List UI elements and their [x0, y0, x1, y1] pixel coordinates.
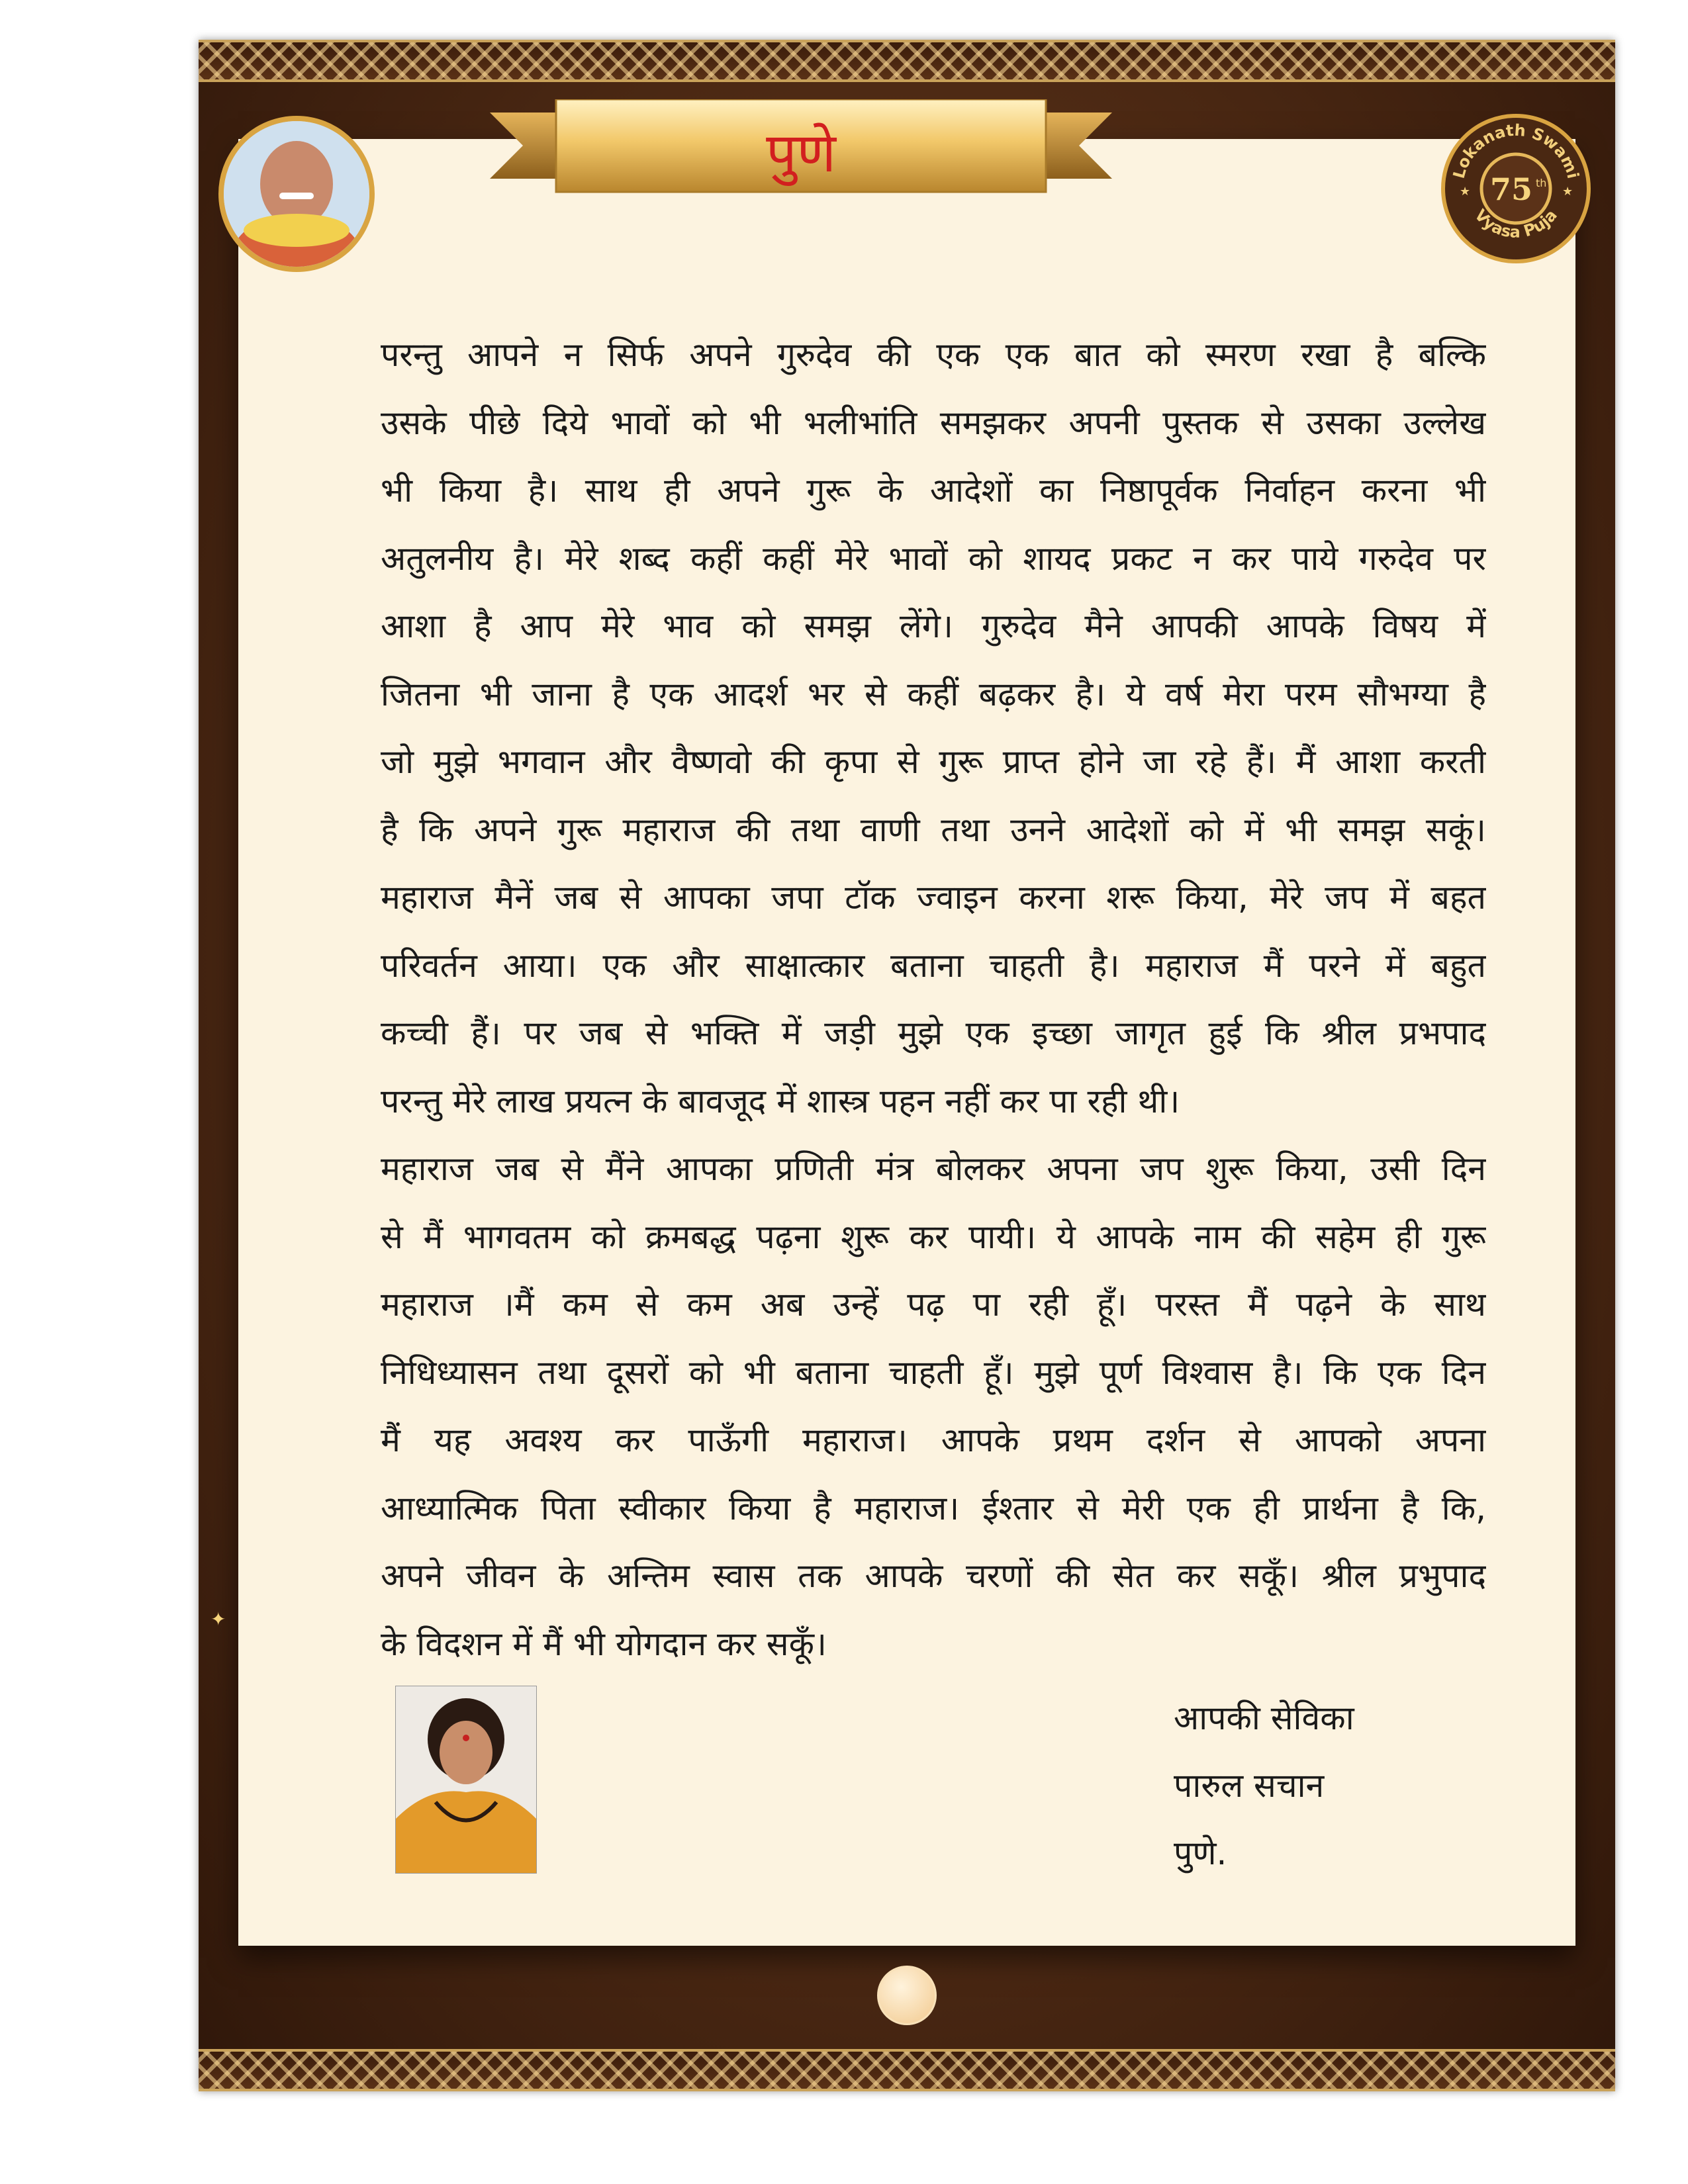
body-line: अतुलनीय है। मेरे शब्द कहीं कहीं मेरे भावों को शायद प्रकट न कर पाये गरुदेव पर [381, 539, 1486, 578]
body-line: अपने जीवन के अन्तिम स्वास तक आपके चरणों की सेत कर सकूँ। श्रील प्रभुपाद [381, 1557, 1486, 1595]
body-line: जो मुझे भगवान और वैष्णवो की कृपा से गुरू प्राप्त होने जा रहे हैं। मैं आशा करती [381, 743, 1486, 781]
page-indicator-dot [877, 1966, 937, 2025]
seal-number: 75 [1489, 171, 1533, 207]
guru-avatar [218, 116, 375, 272]
page-title: पुणे [766, 122, 836, 185]
body-line: परन्तु मेरे लाख प्रयत्न के बावजूद में शास्त्र पहन नहीं कर पा रही थी। [381, 1081, 1180, 1120]
body-line: मैं यह अवश्य कर पाऊँगी महाराज। आपके प्रथम दर्शन से आपको अपना [381, 1421, 1486, 1459]
body-line: के विदशन में मैं भी योगदान कर सकूँ। [381, 1624, 827, 1663]
body-line: परिवर्तन आया। एक और साक्षात्कार बताना चाहती है। महाराज मैं परने में बहुत [381, 946, 1486, 985]
signature-name: पारुल सचान [1174, 1766, 1325, 1805]
body-line: आध्यात्मिक पिता स्वीकार किया है महाराज। ईश्तार से मेरी एक ही प्रार्थना है कि, [381, 1488, 1486, 1527]
seal-arc-bottom: Vyasa Puja [1471, 206, 1561, 242]
body-line: निधिध्यासन तथा दूसरों को भी बताना चाहती हूँ। मुझे पूर्ण विश्वास है। कि एक दिन [381, 1353, 1486, 1392]
letter-body [381, 321, 1486, 1678]
body-line: आशा है आप मेरे भाव को समझ लेंगे। गुरुदेव मैने आपकी आपके विषय में [381, 607, 1486, 645]
signature-city: पुणे. [1174, 1834, 1227, 1872]
body-line: भी किया है। साथ ही अपने गुरू के आदेशों का निष्ठापूर्वक निर्वाहन करना भी [381, 471, 1486, 510]
sparkle-icon: ✦ [211, 1608, 226, 1630]
decorative-border-top [199, 40, 1615, 82]
author-photo [395, 1686, 537, 1874]
body-line: महाराज ।मैं कम से कम अब उन्हें पढ़ पा रही हूँ। परस्त मैं पढ़ने के साथ [381, 1285, 1486, 1324]
body-line: महाराज मैनें जब से आपका जपा टॉक ज्वाइन करना शरू किया, मेरे जप में बहत [381, 878, 1486, 917]
signature-closing: आपकी सेविका [1174, 1699, 1354, 1737]
body-line: है कि अपने गुरू महाराज की तथा वाणी तथा उनने आदेशों को में भी समझ सकूं। [381, 810, 1486, 849]
body-line: जितना भी जाना है एक आदर्श भर से कहीं बढ़कर है। ये वर्ष मेरा परम सौभग्या है [381, 674, 1486, 713]
body-line: परन्तु आपने न सिर्फ अपने गुरुदेव की एक एक बात को स्मरण रखा है बल्कि [381, 336, 1486, 374]
anniversary-seal [1440, 113, 1592, 265]
seal-star-left: ★ [1460, 185, 1471, 199]
body-line: से मैं भागवतम को क्रमबद्ध पढ़ना शुरू कर पायी। ये आपके नाम की सहेम ही गुरू [381, 1217, 1486, 1256]
signature-block [1174, 1684, 1505, 1887]
decorative-border-bottom [199, 2049, 1615, 2091]
body-line: कच्ची हैं। पर जब से भक्ति में जड़ी मुझे एक इच्छा जागृत हुई कि श्रील प्रभपाद [381, 1014, 1486, 1052]
body-line: उसके पीछे दिये भावों को भी भलीभांति समझकर अपनी पुस्तक से उसका उल्लेख [381, 403, 1486, 442]
body-line: महाराज जब से मैंने आपका प्रणिती मंत्र बोलकर अपना जप शुरू किया, उसी दिन [381, 1150, 1486, 1188]
seal-star-right: ★ [1562, 185, 1573, 199]
seal-suffix: th [1536, 177, 1547, 189]
seal-arc-top: Lokanath Swami [1449, 120, 1583, 181]
title-ribbon [490, 99, 1112, 212]
